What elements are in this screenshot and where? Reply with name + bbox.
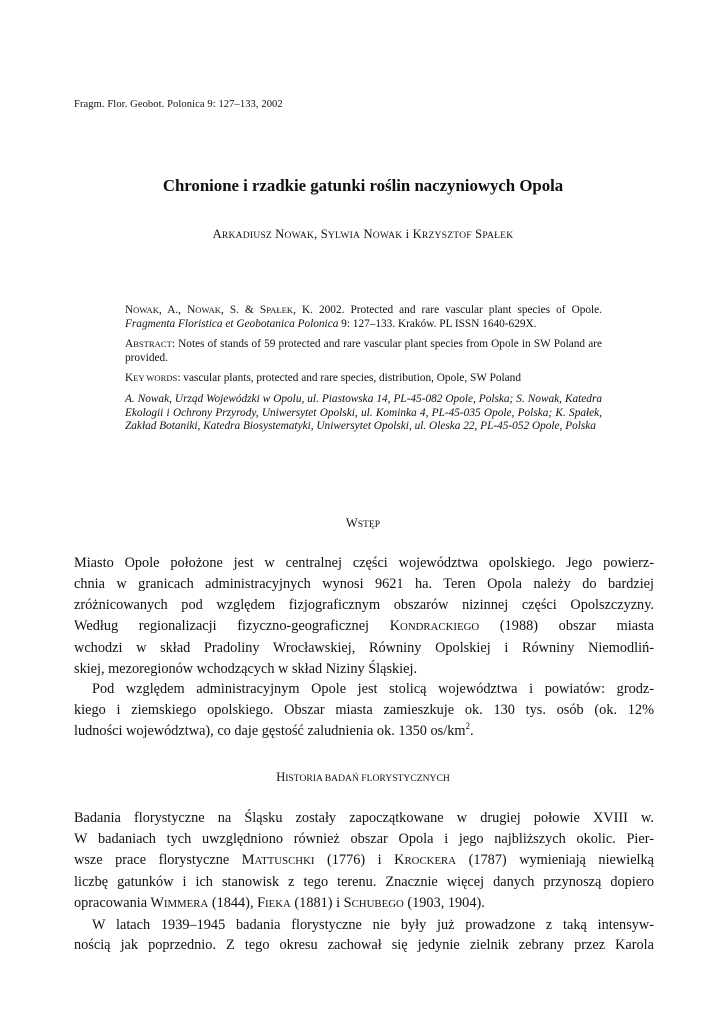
author-list: ARKADIUSZ NOWAK, SYLWIA NOWAK i KRZYSZTOF SPAŁEK (212, 227, 514, 241)
history-body (74, 808, 654, 956)
author-1: ARKADIUSZ NOWAK (212, 227, 315, 241)
abstract: ABSTRACT: Notes of stands of 59 protected and rare vascular plant species from Opole in SW Poland are provided. (125, 338, 602, 364)
section-heading-history: HISTORIA BADAŃ FLORYSTYCZNYCH (276, 770, 450, 784)
intro-body (74, 553, 654, 742)
intro-paragraph-1: Miasto Opole położone jest w centralnej części województwa opolskiego. Jego powierz- chnia w granicach administracyjnych wynosi 9621 ha. Teren Opola należy do bardziej zróżnicowanych pod względem fizjograficznym obszarów nizinnej części Opolszczyzny. Według regionalizacji fizyczno-geograficznej KONDRACKIEGO (1988) obszar miasta wchodzi w skład Pradoliny Wrocławskiej, Równiny Opolskiej i Równiny Niemodliń- skiej, mezoregionów wchodzących w skład Niziny Śląskiej. (74, 555, 654, 677)
article-title: Chronione i rzadkie gatunki roślin naczyniowych Opola (162, 176, 564, 195)
journal-name: Fragmenta Floristica et Geobotanica Polonica (125, 317, 339, 330)
keywords: KEY WORDS: vascular plants, protected and rare species, distribution, Opole, SW Poland (125, 372, 521, 385)
front-matter-block (125, 304, 602, 441)
author-addresses: A. Nowak, Urząd Wojewódzki w Opolu, ul. Piastowska 14, PL-45-082 Opole, Polska; S. Nowak, Katedra Ekologii i Ochrony Przyrody, Uniwersytet Opolski, ul. Kominka 4, PL-45-035 Opole, Polska; K. Spałek, Zakład Botaniki, Katedra Biosystematyki, Uniwersytet Opolski, ul. Oleska 22, PL-45-052 Opole, Polska (125, 392, 602, 433)
section-heading-intro: WSTĘP (345, 516, 381, 530)
author-2: SYLWIA NOWAK (320, 227, 403, 241)
author-3: KRZYSZTOF SPAŁEK (412, 227, 514, 241)
running-head: Fragm. Flor. Geobot. Polonica 9: 127–133, 2002 (74, 99, 283, 110)
citation: NOWAK, A., NOWAK, S. & SPAŁEK, K. 2002. Protected and rare vascular plant species of Opole. Fragmenta Floristica et Geobotanica Polonica 9: 127–133. Kraków. PL ISSN 1640-629X. (125, 304, 603, 330)
intro-paragraph-2: Pod względem administracyjnym Opole jest stolicą województwa i powiatów: grodz- kiego i ziemskiego opolskiego. Obszar miasta zamieszkuje ok. 130 tys. osób (ok. 12% ludności województwa), co daje gęstość zaludnienia ok. 1350 $os/km^2$. (74, 681, 654, 740)
history-paragraph-2: W latach 1939–1945 badania florystyczne nie były już prowadzone z taką intensyw- nością jak poprzednio. Z tego okresu zachował się jedynie zielnik zebrany przez Karola (74, 916, 654, 954)
history-paragraph-1: Badania florystyczne na Śląsku zostały zapoczątkowane w drugiej połowie XVIII w. W badaniach tych uwzględniono również obszar Opola i jego najbliższych okolic. Pier- wsze prace florystyczne MATTUSCHKI (1776) i KROCKERA (1787) wymieniają niewielką liczbę gatunków i ich stanowisk z tego terenu. Znacznie więcej danych przynoszą dopiero opracowania WIMMERA (1844), FIEKA (1881) i SCHUBEGO (1903, 1904). (74, 810, 654, 911)
